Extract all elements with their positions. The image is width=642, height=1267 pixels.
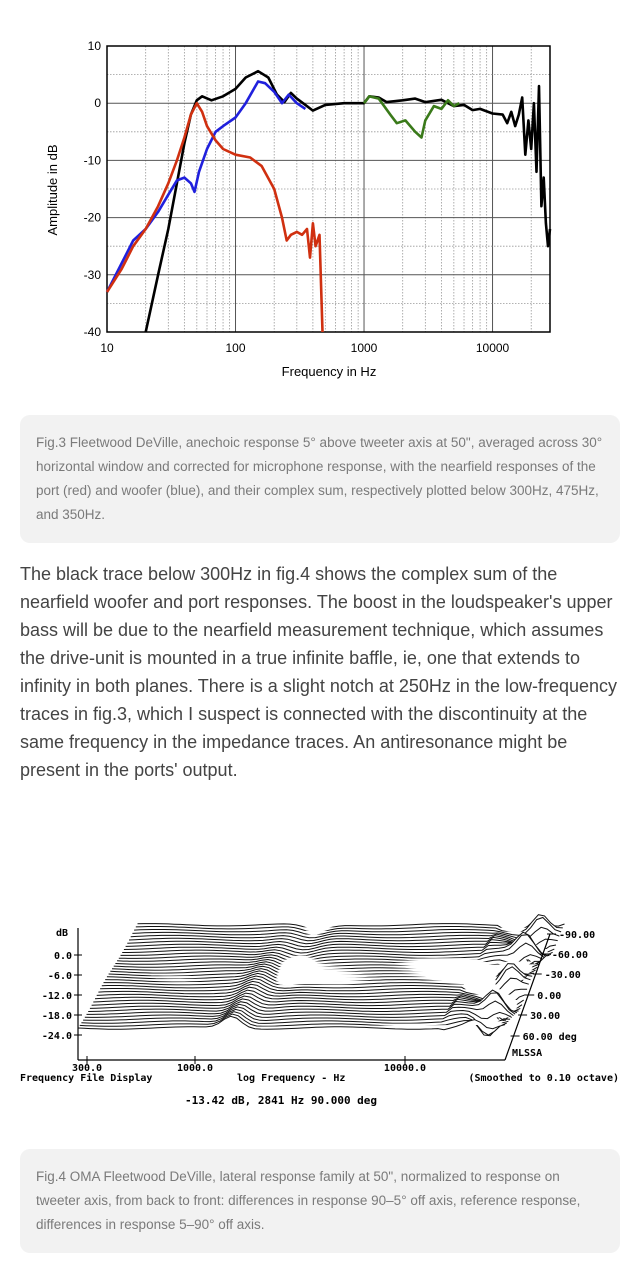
y-tick-label: -30: [83, 267, 101, 282]
frequency-response-chart: [0, 0, 642, 400]
waterfall-y-tick-label: -24.0: [41, 1031, 72, 1042]
waterfall-y-tick-label: -6.0: [47, 971, 72, 982]
figure-3: [0, 0, 642, 400]
y-tick-label: -20: [83, 210, 101, 225]
waterfall-y-tick-label: -12.0: [41, 991, 72, 1002]
series-woofer-nearfield: [107, 82, 305, 293]
waterfall-x-tick-label: 10000.0: [383, 1063, 427, 1074]
waterfall-chart: [0, 840, 642, 1120]
y-tick-label: -10: [83, 153, 101, 168]
x-tick-label: 1000: [350, 341, 378, 355]
x-tick-label: 100: [225, 341, 246, 355]
figure-4: [0, 840, 642, 1120]
series-green-trace: [364, 96, 459, 137]
waterfall-y-tick-label: 0.0: [53, 951, 72, 962]
y-tick-label: -40: [83, 325, 101, 339]
waterfall-y-unit: dB: [56, 928, 69, 939]
waterfall-x-tick-label: 1000.0: [176, 1063, 214, 1074]
x-tick-label: 10: [100, 341, 114, 355]
waterfall-depth-tick-label: 0.00: [537, 991, 562, 1002]
waterfall-depth-tick-label: 30.00: [530, 1011, 561, 1022]
cursor-readout: -13.42 dB, 2841 Hz 90.000 deg: [185, 1094, 378, 1107]
y-tick-label: 10: [87, 39, 101, 53]
waterfall-depth-tick-label: -30.00: [544, 970, 581, 981]
y-tick-label: 0: [94, 96, 101, 111]
waterfall-series: [78, 915, 565, 1036]
waterfall-x-tick-label: 300.0: [71, 1063, 103, 1074]
y-axis-label: Amplitude in dB: [45, 144, 60, 236]
series-anechoic-response-complex-sum: [146, 71, 550, 332]
article-paragraph: The black trace below 300Hz in fig.4 shows the complex sum of the nearfield woofer and port responses. The boost in the loudspeaker's upper bass will be due to the nearfield measurement technique, which assumes the drive-unit is mounted in a true infinite baffle, ie, one that extends to infinity in both planes. There is a slight notch at 250Hz in the low-frequency traces in fig.3, which I suspect is connected with the discontinuity at the same frequency in the impedance traces. An antiresonance might be present in the ports' output.: [20, 564, 618, 780]
waterfall-subtitle: (Smoothed to 0.10 octave): [468, 1073, 619, 1084]
chart-grid: [107, 46, 550, 332]
waterfall-depth-tick-label: -60.00: [551, 950, 588, 961]
waterfall-depth-tick-label: 60.00 deg: [522, 1032, 577, 1043]
figure-4-caption: Fig.4 OMA Fleetwood DeVille, lateral response family at 50", normalized to response on tweeter axis, from back to front: differences in response 90–5° off axis, reference response, differences in response 5–90° off axis.: [20, 1149, 620, 1253]
figure-3-caption: Fig.3 Fleetwood DeVille, anechoic response 5° above tweeter axis at 50", averaged across 30° horizontal window and corrected for microphone response, with the nearfield responses of the port (red) and woofer (blue), and their complex sum, respectively plotted below 300Hz, 475Hz, and 350Hz.: [20, 415, 620, 543]
waterfall-trace: [136, 915, 563, 933]
chart-series: [107, 71, 550, 332]
mlssa-brand: MLSSA: [512, 1048, 543, 1059]
waterfall-y-tick-label: -18.0: [41, 1011, 72, 1022]
waterfall-x-label: log Frequency - Hz: [237, 1073, 346, 1084]
waterfall-depth-tick-label: -90.00: [559, 930, 596, 941]
x-tick-label: 10000: [475, 341, 510, 355]
x-axis-label: Frequency in Hz: [281, 364, 377, 379]
waterfall-title: Frequency File Display: [20, 1073, 153, 1084]
